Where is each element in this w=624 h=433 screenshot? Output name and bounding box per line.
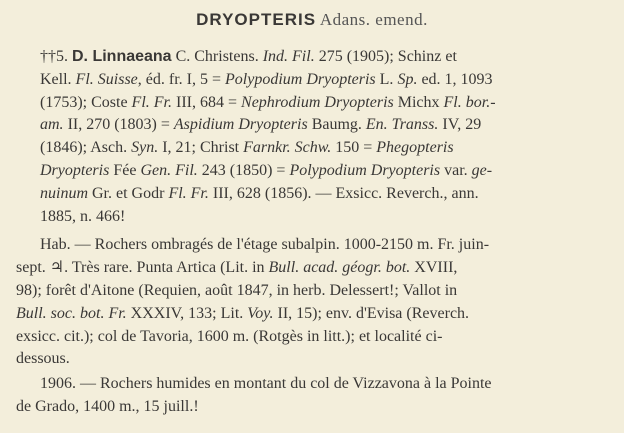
text-segment: Phegopteris	[376, 139, 454, 157]
text-segment: , éd. fr. I, 5 =	[137, 70, 225, 88]
genus-authority: Adans. emend.	[319, 10, 428, 29]
entry-line	[16, 69, 608, 92]
text-segment: IV, 29	[438, 116, 482, 134]
entry-line	[16, 137, 608, 160]
species-name: D. Linnaeana	[72, 48, 172, 65]
text-segment: Fl. Fr.	[168, 184, 209, 202]
text-segment: (1846); Asch.	[40, 139, 132, 157]
collection-note-text	[16, 373, 608, 419]
genus-title: DRYOPTERIS	[196, 10, 317, 29]
text-line	[16, 326, 608, 349]
text-line	[16, 303, 608, 326]
species-entry	[16, 46, 608, 228]
text-segment: exsicc. cit.); col de Tavoria, 1600 m. (Rotgès in litt.); et localité ci-	[16, 327, 443, 345]
species-entry-first-line	[16, 46, 608, 69]
text-segment: Syn.	[131, 139, 159, 157]
text-segment: Gen. Fil.	[140, 161, 198, 179]
text-segment: L.	[375, 70, 398, 88]
entry-line	[16, 92, 608, 115]
habitat-paragraph	[16, 234, 608, 371]
text-segment: 1906. — Rochers humides en montant du col de Vizzavona à la Pointe	[40, 375, 492, 393]
text-segment: Aspidium Dryopteris	[173, 116, 308, 134]
text-segment: nuinum	[40, 184, 88, 202]
text-line	[16, 396, 608, 419]
text-segment: Kell.	[40, 70, 76, 88]
text-segment: (1753); Coste	[40, 93, 132, 111]
text-segment: Fée	[109, 161, 141, 179]
text-segment: C. Christens.	[175, 48, 263, 65]
text-segment: Fl. Fr.	[131, 93, 172, 111]
text-segment: Ind. Fil.	[262, 48, 315, 65]
text-segment: En. Transs.	[365, 116, 439, 134]
text-segment: 1885, n. 466!	[40, 207, 126, 225]
text-segment: Fl. bor.-	[443, 93, 496, 111]
text-segment: II, 15); env. d'Evisa (Reverch.	[273, 304, 470, 322]
text-segment: sept. ♃. Très rare. Punta Artica (Lit. in	[16, 259, 269, 277]
text-segment: 150 =	[331, 139, 377, 157]
text-segment: var.	[440, 161, 472, 179]
collection-note	[16, 373, 608, 419]
text-segment: Nephrodium Dryopteris	[241, 93, 394, 111]
text-segment: Polypodium Dryopteris	[225, 70, 376, 88]
text-segment: Polypodium Dryopteris	[289, 161, 441, 179]
species-synonymy	[16, 69, 608, 229]
text-line	[16, 348, 608, 371]
text-segment: Baumg.	[307, 116, 366, 134]
text-segment: Gr. et Godr	[88, 184, 169, 202]
text-segment: ed. 1, 1093	[417, 70, 493, 88]
text-line	[16, 373, 608, 396]
habitat-text	[16, 234, 608, 371]
text-segment: II, 270 (1803) =	[63, 116, 174, 134]
species-marker: ††5.	[40, 48, 68, 65]
text-segment: ge-	[471, 161, 493, 179]
text-segment: I, 21; Christ	[158, 139, 244, 157]
text-segment: de Grado, 1400 m., 15 juill.!	[16, 397, 199, 415]
text-segment: Fl. Suisse	[75, 70, 138, 88]
text-segment: Bull. acad. géogr. bot.	[268, 259, 411, 277]
text-line	[16, 234, 608, 257]
text-segment: dessous.	[16, 350, 70, 368]
text-segment: 243 (1850) =	[197, 161, 290, 179]
text-segment: XVIII,	[410, 259, 458, 277]
text-segment: Hab. — Rochers ombragés de l'étage subalpin. 1000-2150 m. Fr. juin-	[40, 236, 490, 254]
text-segment: Michx	[393, 93, 444, 111]
text-segment: Farnkr. Schw.	[243, 139, 332, 157]
text-segment: 98); forêt d'Aitone (Requien, août 1847, in herb. Delessert!; Vallot in	[16, 281, 458, 299]
entry-line-0	[176, 48, 457, 65]
text-segment: Sp.	[397, 70, 418, 88]
text-line	[16, 280, 608, 303]
text-segment: 275 (1905); Schinz et	[314, 48, 457, 65]
entry-line	[16, 160, 608, 183]
text-segment: III, 684 =	[172, 93, 242, 111]
page-header	[16, 10, 608, 30]
text-segment: am.	[40, 116, 64, 134]
entry-line	[16, 206, 608, 229]
text-segment: Bull. soc. bot. Fr.	[16, 304, 127, 322]
text-segment: Dryopteris	[40, 161, 110, 179]
text-line	[16, 257, 608, 280]
text-segment: III, 628 (1856). — Exsicc. Reverch., ann.	[208, 184, 479, 202]
entry-line	[16, 114, 608, 137]
text-segment: Voy.	[247, 304, 274, 322]
entry-line	[16, 183, 608, 206]
text-segment: XXXIV, 133; Lit.	[126, 304, 248, 322]
